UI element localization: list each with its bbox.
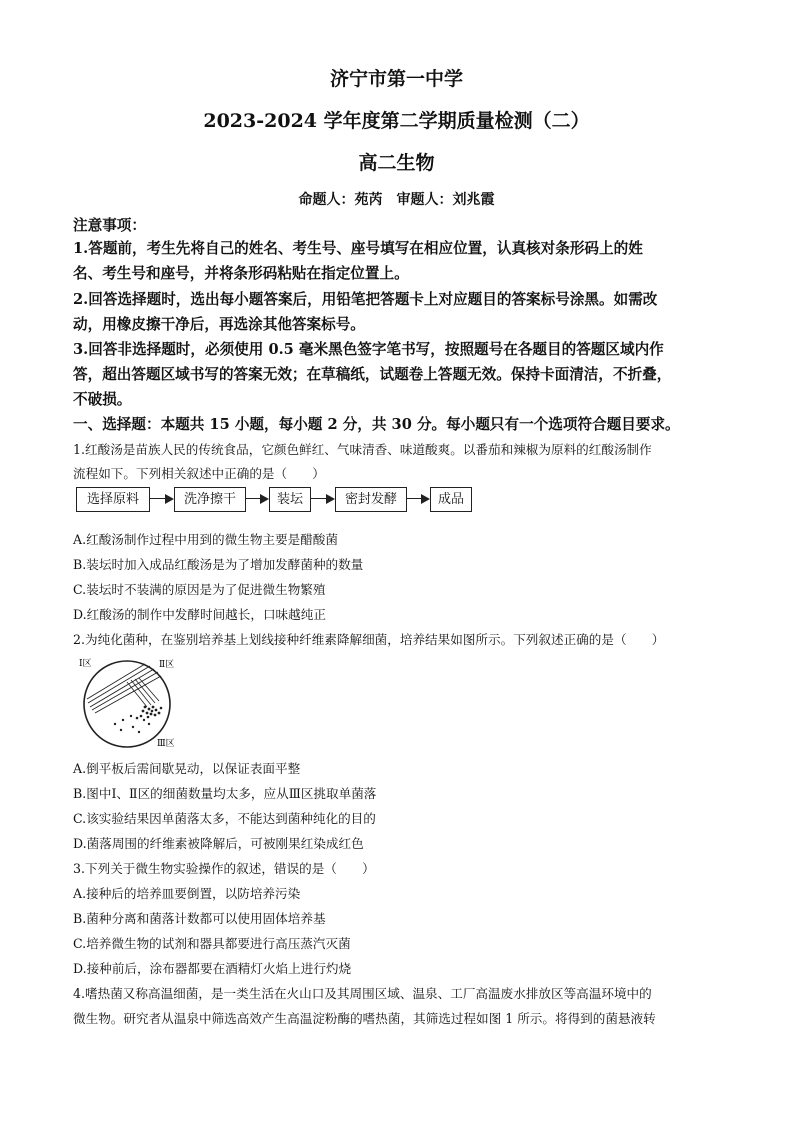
option-a: A.红酸汤制作过程中用到的微生物主要是醋酸菌: [73, 532, 338, 547]
notice-line: 不破损。: [73, 391, 132, 408]
question-stem: 3.下列关于微生物实验操作的叙述，错误的是（ ）: [73, 861, 375, 876]
notice-line: 1.答题前，考生先将自己的姓名、考生号、座号填写在相应位置，认真核对条形码上的姓: [73, 240, 643, 257]
option-c: C.该实验结果因单菌落太多，不能达到菌种纯化的目的: [73, 811, 376, 826]
notice-line: 动，用橡皮擦干净后，再选涂其他答案标号。: [73, 316, 365, 333]
notice-line: 3.回答非选择题时，必须使用 0.5 毫米黑色签字笔书写，按照题号在各题目的答题区域内作: [73, 341, 664, 358]
exam-title: 2023-2024 学年度第二学期质量检测（二）: [203, 110, 590, 132]
arrow-head-icon: [165, 494, 174, 504]
section-heading: 一、选择题：本题共 15 小题，每小题 2 分，共 30 分。每小题只有一个选项符合题目要求。: [73, 416, 680, 433]
option-b: B.装坛时加入成品红酸汤是为了增加发酵菌种的数量: [73, 557, 364, 572]
flow-step: 成品: [430, 487, 472, 512]
option-d: D.菌落周围的纤维素被降解后，可被刚果红染成红色: [73, 836, 364, 851]
option-d: D.接种前后，涂布器都要在酒精灯火焰上进行灼烧: [73, 961, 352, 976]
arrow-head-icon: [260, 494, 269, 504]
flow-step: 装坛: [269, 487, 311, 512]
option-b: B.图中Ⅰ、Ⅱ区的细菌数量均太多，应从Ⅲ区挑取单菌落: [73, 786, 377, 801]
question-stem: 流程如下。下列相关叙述中正确的是（ ）: [73, 466, 325, 481]
subject-title: 高二生物: [358, 152, 435, 174]
school-title: 济宁市第一中学: [329, 68, 463, 90]
option-d: D.红酸汤的制作中发酵时间越长，口味越纯正: [73, 607, 326, 622]
flow-step: 密封发酵: [335, 487, 407, 512]
notice-heading: 注意事项：: [73, 217, 146, 234]
option-a: A.接种后的培养皿要倒置，以防培养污染: [73, 886, 301, 901]
notice-line: 2.回答选择题时，选出每小题答案后，用铅笔把答题卡上对应题目的答案标号涂黑。如需改: [73, 291, 658, 308]
notice-line: 名、考生号和座号，并将条形码粘贴在指定位置上。: [73, 265, 409, 282]
colonies: [114, 706, 162, 734]
option-c: C.培养微生物的试剂和器具都要进行高压蒸汽灭菌: [73, 936, 351, 951]
flow-step: 洗净擦干: [174, 487, 246, 512]
zone-2-label: Ⅱ区: [159, 660, 175, 670]
notice-line: 答，超出答题区域书写的答案无效；在草稿纸，试题卷上答题无效。保持卡面清洁，不折叠，: [73, 366, 672, 383]
question-stem: 4.嗜热菌又称高温细菌，是一类生活在火山口及其周围区域、温泉、工厂高温废水排放区等高温环境中的: [73, 986, 652, 1001]
authors-line: 命题人：苑芮 审题人：刘兆霞: [298, 192, 495, 208]
arrow-head-icon: [326, 494, 335, 504]
question-stem: 1.红酸汤是苗族人民的传统食品，它颜色鲜红、气味清香、味道酸爽。以番茄和辣椒为原料的红酸汤制作: [73, 442, 652, 457]
zone-3-label: Ⅲ区: [157, 739, 175, 749]
arrow-head-icon: [421, 494, 430, 504]
option-b: B.菌种分离和菌落计数都可以使用固体培养基: [73, 911, 326, 926]
question-stem: 微生物。研究者从温泉中筛选高效产生高温淀粉酶的嗜热菌，其筛选过程如图 1 所示。将得到的菌悬液转: [73, 1011, 656, 1026]
petri-dish-figure: [75, 652, 185, 752]
question-stem: 2.为纯化菌种，在鉴别培养基上划线接种纤维素降解细菌，培养结果如图所示。下列叙述正确的是（ ）: [73, 632, 665, 647]
option-c: C.装坛时不装满的原因是为了促进微生物繁殖: [73, 582, 326, 597]
option-a: A.倒平板后需间歇晃动，以保证表面平整: [73, 761, 301, 776]
zone-1-label: Ⅰ区: [79, 659, 92, 669]
petri-dish-outline: [84, 661, 170, 747]
flow-step: 选择原料: [76, 487, 150, 512]
